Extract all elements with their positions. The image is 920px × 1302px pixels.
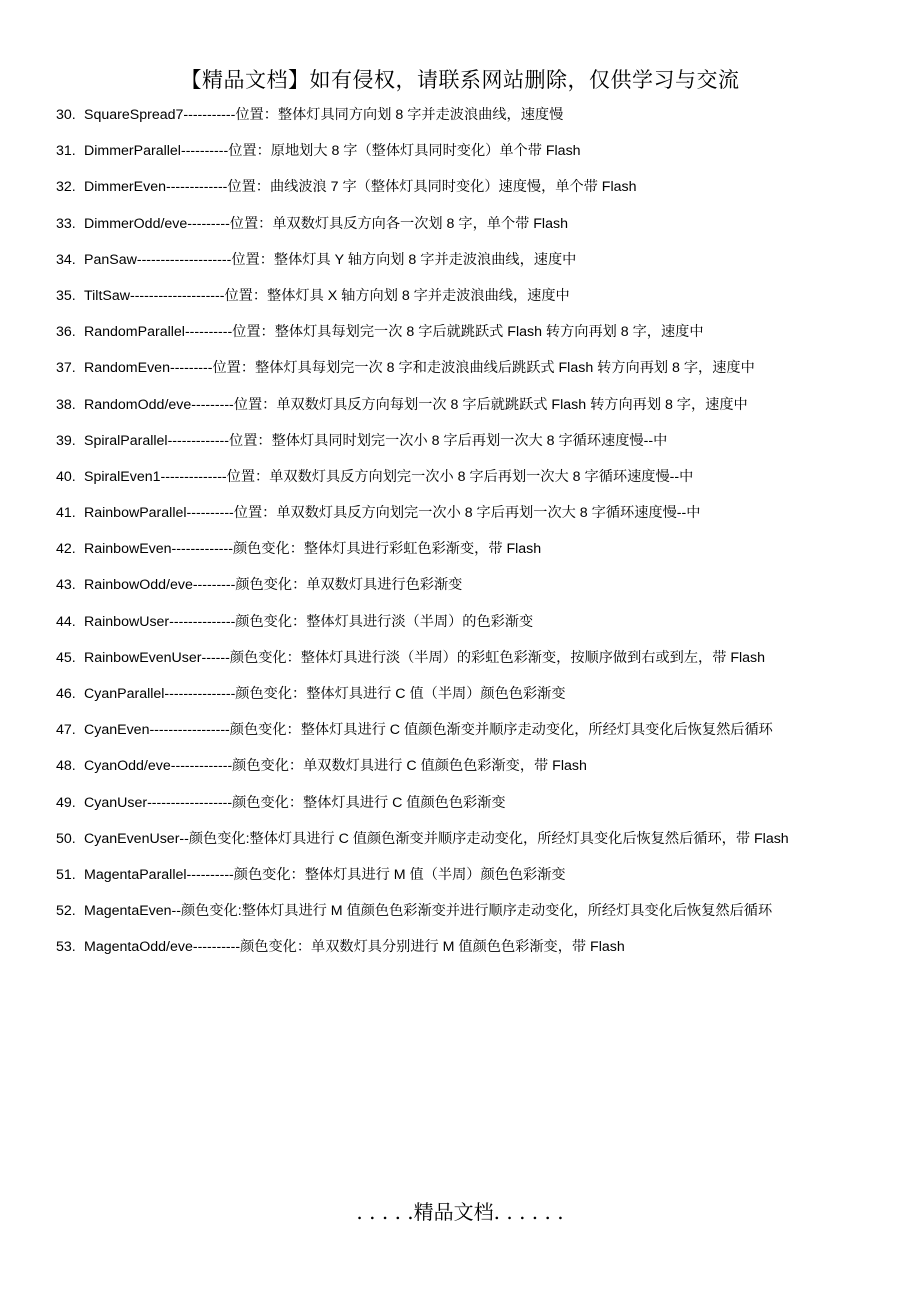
list-item — [56, 357, 906, 393]
page-footer: . . . . .精品文档. . . . . . — [356, 1200, 564, 1224]
item-number: 50. — [56, 830, 76, 847]
item-text: DimmerParallel----------位置：原地划大 8 字（整体灯具同时变化）单个带 Flash — [84, 143, 581, 160]
page-header: 【精品文档】如有侵权，请联系网站删除，仅供学习与交流 — [180, 68, 740, 92]
item-text: RainbowParallel----------位置：单双数灯具反方向划完一次小 8 字后再划一次大 8 字循环速度慢--中 — [84, 505, 701, 522]
item-number: 35. — [56, 287, 76, 304]
item-number: 36. — [56, 324, 76, 341]
item-number: 33. — [56, 215, 76, 232]
effect-list — [56, 104, 906, 973]
list-item — [56, 611, 906, 647]
item-number: 48. — [56, 758, 76, 775]
list-item — [56, 864, 906, 900]
list-item — [56, 755, 906, 791]
list-item — [56, 792, 906, 828]
item-number: 31. — [56, 143, 76, 160]
item-text: MagentaParallel----------颜色变化：整体灯具进行 M 值（半周）颜色色彩渐变 — [84, 866, 566, 883]
list-item — [56, 213, 906, 249]
item-text: RainbowEvenUser------颜色变化：整体灯具进行淡（半周）的彩虹色彩渐变，按顺序做到右或到左，带 Flash — [84, 649, 766, 666]
list-item — [56, 502, 906, 538]
item-text: CyanEvenUser--颜色变化:整体灯具进行 C 值颜色渐变并顺序走动变化，所经灯具变化后恢复然后循环，带 Flash — [84, 830, 789, 847]
item-number: 38. — [56, 396, 76, 413]
list-item — [56, 647, 906, 683]
list-item — [56, 176, 906, 212]
item-text: CyanEven-----------------颜色变化：整体灯具进行 C 值颜色渐变并顺序走动变化，所经灯具变化后恢复然后循环 — [84, 722, 773, 739]
item-text: MagentaOdd/eve----------颜色变化：单双数灯具分别进行 M 值颜色色彩渐变，带 Flash — [84, 939, 625, 956]
item-text: RainbowUser--------------颜色变化：整体灯具进行淡（半周）的色彩渐变 — [84, 613, 534, 630]
item-number: 42. — [56, 541, 76, 558]
item-text: CyanOdd/eve-------------颜色变化：单双数灯具进行 C 值颜色色彩渐变，带 Flash — [84, 758, 587, 775]
item-number: 41. — [56, 505, 76, 522]
list-item — [56, 683, 906, 719]
item-text: SpiralParallel-------------位置：整体灯具同时划完一次小 8 字后再划一次大 8 字循环速度慢--中 — [84, 432, 668, 449]
list-item — [56, 719, 906, 755]
item-text: RainbowOdd/eve---------颜色变化：单双数灯具进行色彩渐变 — [84, 577, 463, 594]
item-text: PanSaw--------------------位置：整体灯具 Y 轴方向划 8 字并走波浪曲线，速度中 — [84, 251, 577, 268]
list-item — [56, 466, 906, 502]
item-text: DimmerEven-------------位置：曲线波浪 7 字（整体灯具同时变化）速度慢，单个带 Flash — [84, 179, 637, 196]
item-text: DimmerOdd/eve---------位置：单双数灯具反方向各一次划 8 字，单个带 Flash — [84, 215, 568, 232]
item-number: 32. — [56, 179, 76, 196]
item-text: RandomEven---------位置：整体灯具每划完一次 8 字和走波浪曲线后跳跃式 Flash 转方向再划 8 字，速度中 — [84, 360, 755, 377]
item-number: 52. — [56, 903, 76, 920]
list-item — [56, 140, 906, 176]
item-number: 46. — [56, 686, 76, 702]
item-number: 45. — [56, 649, 76, 666]
list-item — [56, 828, 906, 864]
item-text: CyanParallel---------------颜色变化：整体灯具进行 C 值（半周）颜色色彩渐变 — [84, 686, 566, 702]
item-text: RandomParallel----------位置：整体灯具每划完一次 8 字后就跳跃式 Flash 转方向再划 8 字，速度中 — [84, 324, 704, 341]
item-number: 53. — [56, 939, 76, 956]
list-item — [56, 104, 906, 140]
item-number: 34. — [56, 251, 76, 268]
list-item — [56, 574, 906, 610]
list-item — [56, 538, 906, 574]
item-text: SpiralEven1--------------位置：单双数灯具反方向划完一次小 8 字后再划一次大 8 字循环速度慢--中 — [84, 468, 694, 485]
list-item — [56, 394, 906, 430]
item-text: MagentaEven--颜色变化:整体灯具进行 M 值颜色色彩渐变并进行顺序走动变化，所经灯具变化后恢复然后循环 — [84, 903, 773, 920]
item-number: 49. — [56, 794, 76, 811]
list-item — [56, 936, 906, 972]
item-text: CyanUser------------------颜色变化：整体灯具进行 C 值颜色色彩渐变 — [84, 794, 506, 811]
list-item — [56, 900, 906, 936]
item-number: 37. — [56, 360, 76, 377]
list-item — [56, 249, 906, 285]
list-item — [56, 321, 906, 357]
item-text: RainbowEven-------------颜色变化：整体灯具进行彩虹色彩渐变，带 Flash — [84, 541, 542, 558]
item-number: 44. — [56, 613, 76, 630]
list-item — [56, 430, 906, 466]
item-number: 40. — [56, 468, 76, 485]
item-number: 51. — [56, 866, 76, 883]
item-text: SquareSpread7-----------位置：整体灯具同方向划 8 字并走波浪曲线，速度慢 — [84, 107, 564, 123]
item-text: TiltSaw--------------------位置：整体灯具 X 轴方向划 8 字并走波浪曲线，速度中 — [84, 287, 570, 304]
item-number: 47. — [56, 722, 76, 739]
item-number: 43. — [56, 577, 76, 594]
item-number: 30. — [56, 107, 76, 123]
item-number: 39. — [56, 432, 76, 449]
item-text: RandomOdd/eve---------位置：单双数灯具反方向每划一次 8 字后就跳跃式 Flash 转方向再划 8 字，速度中 — [84, 396, 748, 413]
list-item — [56, 285, 906, 321]
